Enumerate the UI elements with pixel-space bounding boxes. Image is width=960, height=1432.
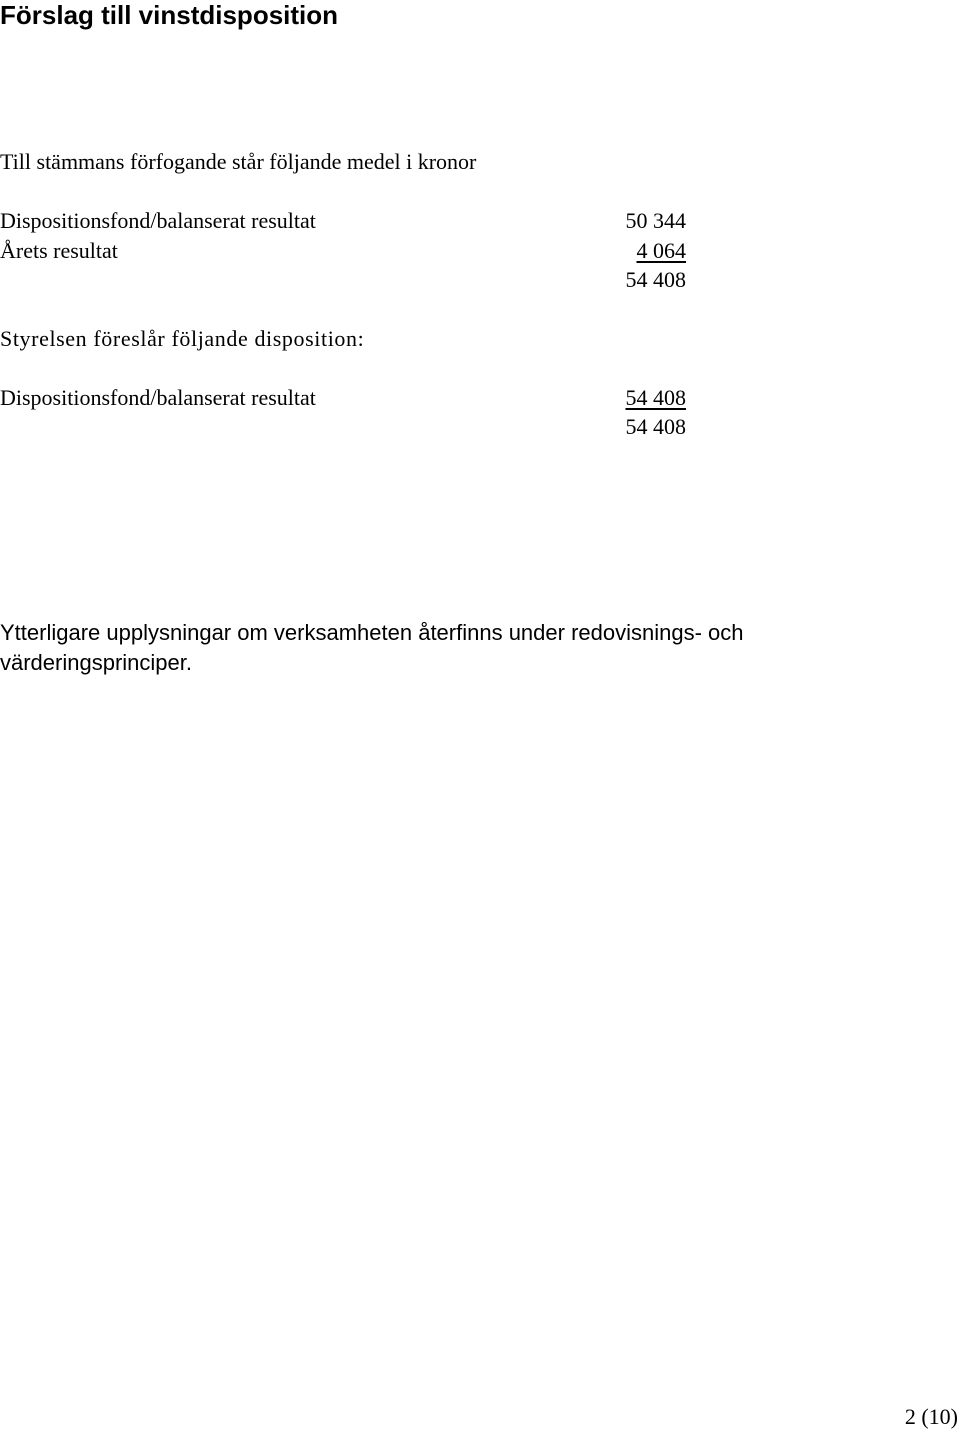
table-row [0, 385, 686, 411]
row-label: Årets resultat [0, 238, 118, 263]
row-amount: 4 064 [636, 238, 686, 263]
page-title: Förslag till vinstdisposition [0, 0, 339, 30]
row-label: Dispositionsfond/balanserat resultat [0, 208, 316, 233]
proposal-heading: Styrelsen föreslår följande disposition: [0, 326, 365, 351]
row-amount: 50 344 [625, 208, 686, 233]
table-row [0, 238, 686, 264]
total-amount: 54 408 [625, 414, 686, 439]
table-total-row [0, 414, 686, 440]
intro-text: Till stämmans förfogande står följande medel i kronor [0, 149, 477, 174]
row-label: Dispositionsfond/balanserat resultat [0, 385, 316, 410]
total-amount: 54 408 [625, 267, 686, 292]
page-number: 2 (10) [904, 1404, 958, 1429]
table-row [0, 208, 686, 234]
additional-info-text: Ytterligare upplysningar om verksamheten återfinns under redovisnings- och värderingsprinciper. [0, 620, 744, 675]
row-amount: 54 408 [625, 385, 686, 410]
table-total-row [0, 267, 686, 293]
